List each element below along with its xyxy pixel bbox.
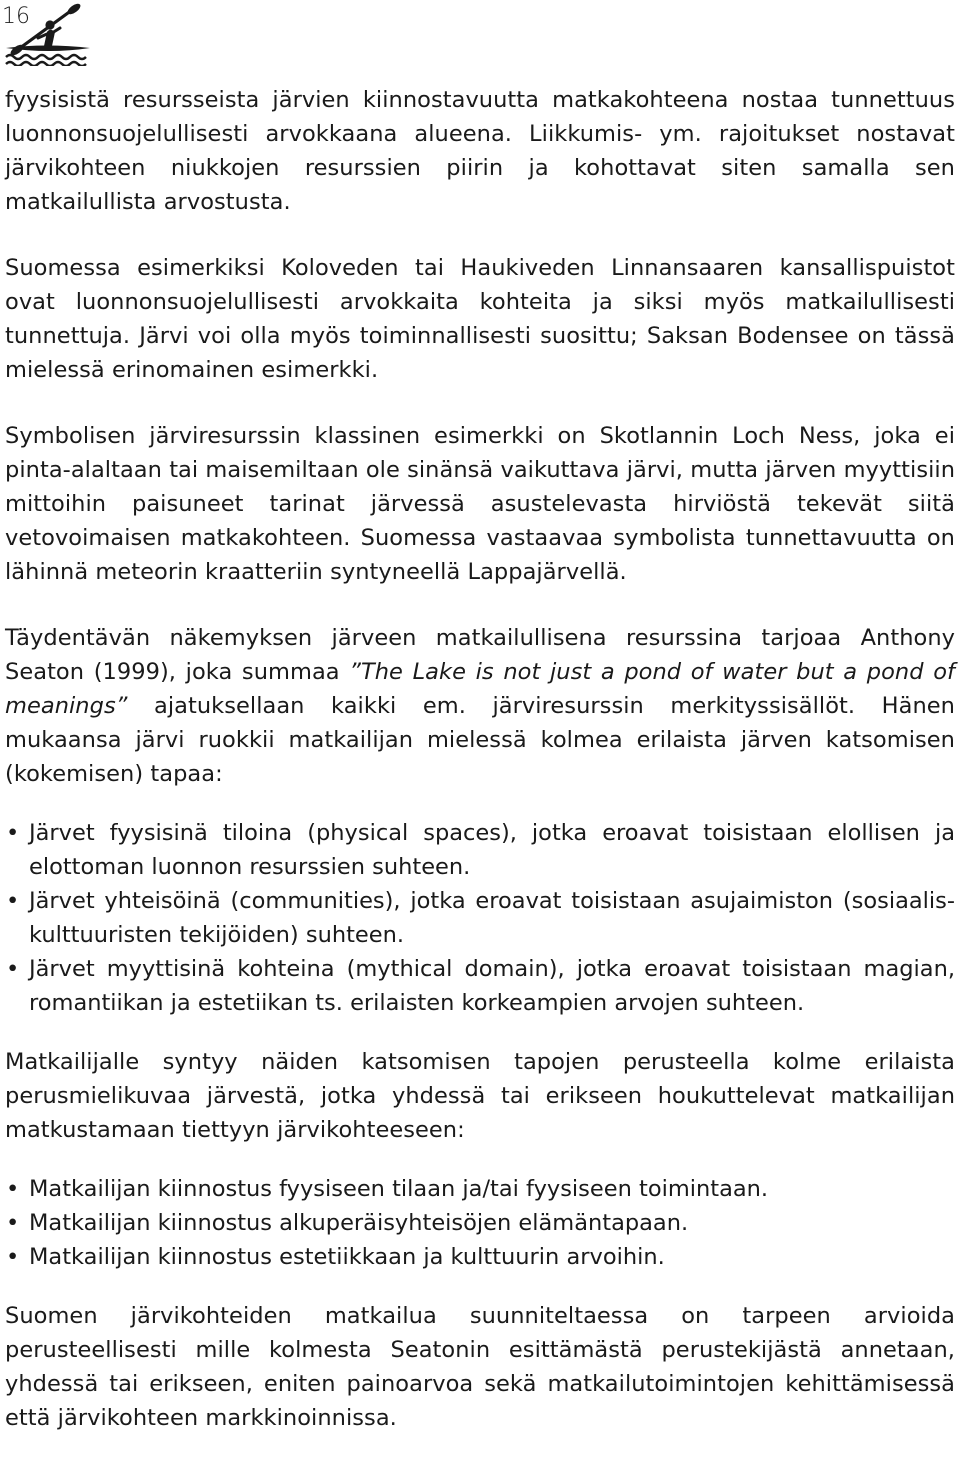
interests-list [5, 1172, 955, 1274]
list-item: • Järvet myyttisinä kohteina (mythical domain), jotka eroavat toisistaan magian, romantiikan ja estetiikan ts. erilaisten korkeampien arvojen suhteen. [5, 952, 955, 1020]
paragraph-resources: fyysisistä resursseista järvien kiinnostavuutta matkakohteena nostaa tunnettuus luonnonsuojelullisesti arvokkaana alueena. Liikkumis- ym. rajoitukset nostavat järvikohteen niukkojen resurssien piirin ja kohottavat siten samalla sen matkailullista arvostusta. [5, 87, 955, 215]
ways-of-seeing-list [5, 816, 955, 1020]
paragraph-planning: Suomen järvikohteiden matkailua suunniteltaessa on tarpeen arvioida perusteellisesti mille kolmesta Seatonin esittämästä perustekijästä annetaan, yhdessä tai erikseen, eniten painoarvoa sekä matkailutoimintojen kehittämisessä että järvikohteen markkinoinnissa. [5, 1303, 955, 1431]
seaton-intro: Täydentävän näkemyksen järveen matkailullisena resurssina tarjoaa Anthony Seaton (1999), joka summaa [5, 625, 955, 685]
list-item: • Matkailijan kiinnostus fyysiseen tilaan ja/tai fyysiseen toimintaan. [5, 1172, 955, 1206]
list-item: • Matkailijan kiinnostus alkuperäisyhteisöjen elämäntapaan. [5, 1206, 955, 1240]
paragraph-national-parks: Suomessa esimerkiksi Koloveden tai Haukiveden Linnansaaren kansallispuistot ovat luonnonsuojelullisesti arvokkaita kohteita ja siksi myös matkailullisesti tunnettuja. Järvi voi olla myös toiminnallisesti suosittu; Saksan Bodensee on tässä mielessä erinomainen esimerkki. [5, 255, 955, 383]
paragraph-seaton [5, 621, 955, 791]
list-item: • Matkailijan kiinnostus estetiikkaan ja kulttuurin arvoihin. [5, 1240, 955, 1274]
seaton-quote: ”The Lake is not just a pond of water but a pond of meanings” [5, 659, 955, 719]
paragraph-loch-ness: Symbolisen järviresurssin klassinen esimerkki on Skotlannin Loch Ness, joka ei pinta-alaltaan tai maisemiltaan ole sinänsä vaikuttava järvi, mutta järven myyttisiin mittoihin paisuneet tarinat järvessä asustelevasta hirviöstä tekevät siitä vetovoimaisen matkakohteen. Suomessa vastaavaa symbolista tunnettavuutta on lähinnä meteorin kraatteriin syntyneellä Lappajärvellä. [5, 423, 955, 585]
paragraph-images: Matkailijalle syntyy näiden katsomisen tapojen perusteella kolme erilaista perusmielikuvaa järvestä, jotka yhdessä tai erikseen houkuttelevat matkailijan matkustamaan tiettyyn järvikohteeseen: [5, 1049, 955, 1143]
list-item: • Järvet yhteisöinä (communities), jotka eroavat toisistaan asujaimiston (sosiaalis-kulttuuristen tekijöiden) suhteen. [5, 884, 955, 952]
seaton-conclusion: ajatuksellaan kaikki em. järviresurssin merkityssisällöt. Hänen mukaansa järvi ruokkii matkailijan mielessä kolmea erilaista järven katsomisen (kokemisen) tapaa: [5, 693, 955, 787]
page-number: 16 [2, 4, 30, 29]
list-item: • Järvet fyysisinä tiloina (physical spaces), jotka eroavat toisistaan elollisen ja elottoman luonnon resurssien suhteen. [5, 816, 955, 884]
document-body [5, 83, 955, 1467]
page-header [0, 0, 960, 72]
